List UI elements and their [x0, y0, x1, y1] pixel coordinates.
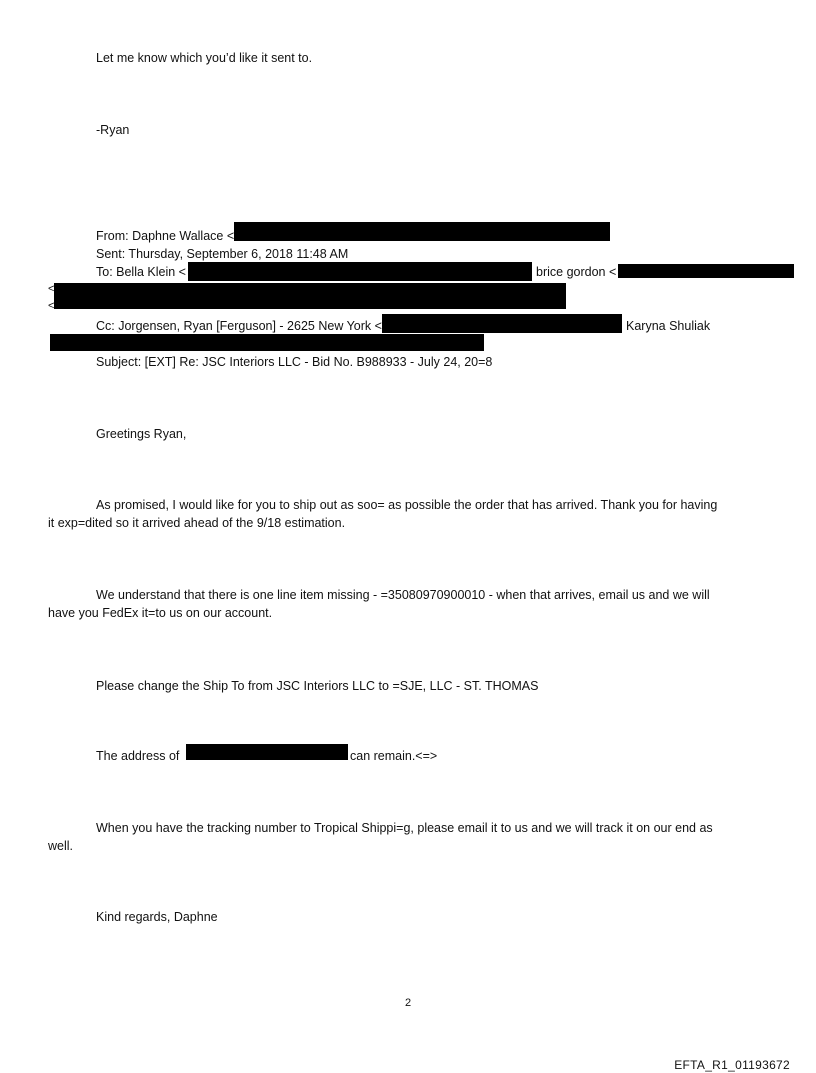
redaction-bar	[234, 222, 610, 241]
opening-line: Let me know which you’d like it sent to.	[96, 51, 313, 65]
paragraph-2-line-2: have you FedEx it=to us on our account.	[48, 606, 273, 620]
redaction-bar	[54, 283, 566, 309]
bates-number: EFTA_R1_01193672	[674, 1058, 790, 1072]
paragraph-3: Please change the Ship To from JSC Interiors LLC to =SJE, LLC - ST. THOMAS	[96, 679, 539, 693]
page-number: 2	[404, 997, 412, 1009]
from-line: From: Daphne Wallace <	[96, 229, 235, 243]
wrap-bracket: <	[48, 283, 55, 295]
cc-line: Cc: Jorgensen, Ryan [Ferguson] - 2625 New York <	[96, 319, 382, 333]
paragraph-5-line-1: When you have the tracking number to Tropical Shippi=g, please email it to us and we will track it on our end as	[96, 821, 713, 835]
paragraph-1-line-1: As promised, I would like for you to ship out as soo= as possible the order that has arrived. Thank you for having	[96, 498, 718, 512]
wrap-bracket: <	[48, 300, 55, 312]
paragraph-4-end: can remain.<=>	[350, 749, 438, 763]
redaction-bar	[50, 334, 484, 351]
paragraph-4-start: The address of	[96, 749, 180, 763]
cc-second-recipient: Karyna Shuliak	[626, 319, 711, 333]
redaction-bar	[186, 744, 348, 760]
redaction-bar	[618, 264, 794, 278]
paragraph-2-line-1: We understand that there is one line item missing - =35080970900010 - when that arrives, email us and we will	[96, 588, 710, 602]
to-line: To: Bella Klein <	[96, 265, 186, 279]
redaction-bar	[188, 262, 532, 281]
sent-line: Sent: Thursday, September 6, 2018 11:48 AM	[96, 247, 349, 261]
subject-line: Subject: [EXT] Re: JSC Interiors LLC - Bid No. B988933 - July 24, 20=8	[96, 355, 493, 369]
redaction-bar	[382, 314, 622, 333]
greeting: Greetings Ryan,	[96, 427, 187, 441]
to-second-recipient: brice gordon <	[536, 265, 617, 279]
paragraph-5-line-2: well.	[48, 839, 74, 853]
sign-off: -Ryan	[96, 123, 130, 137]
paragraph-1-line-2: it exp=dited so it arrived ahead of the 9/18 estimation.	[48, 516, 346, 530]
closing: Kind regards, Daphne	[96, 910, 218, 924]
